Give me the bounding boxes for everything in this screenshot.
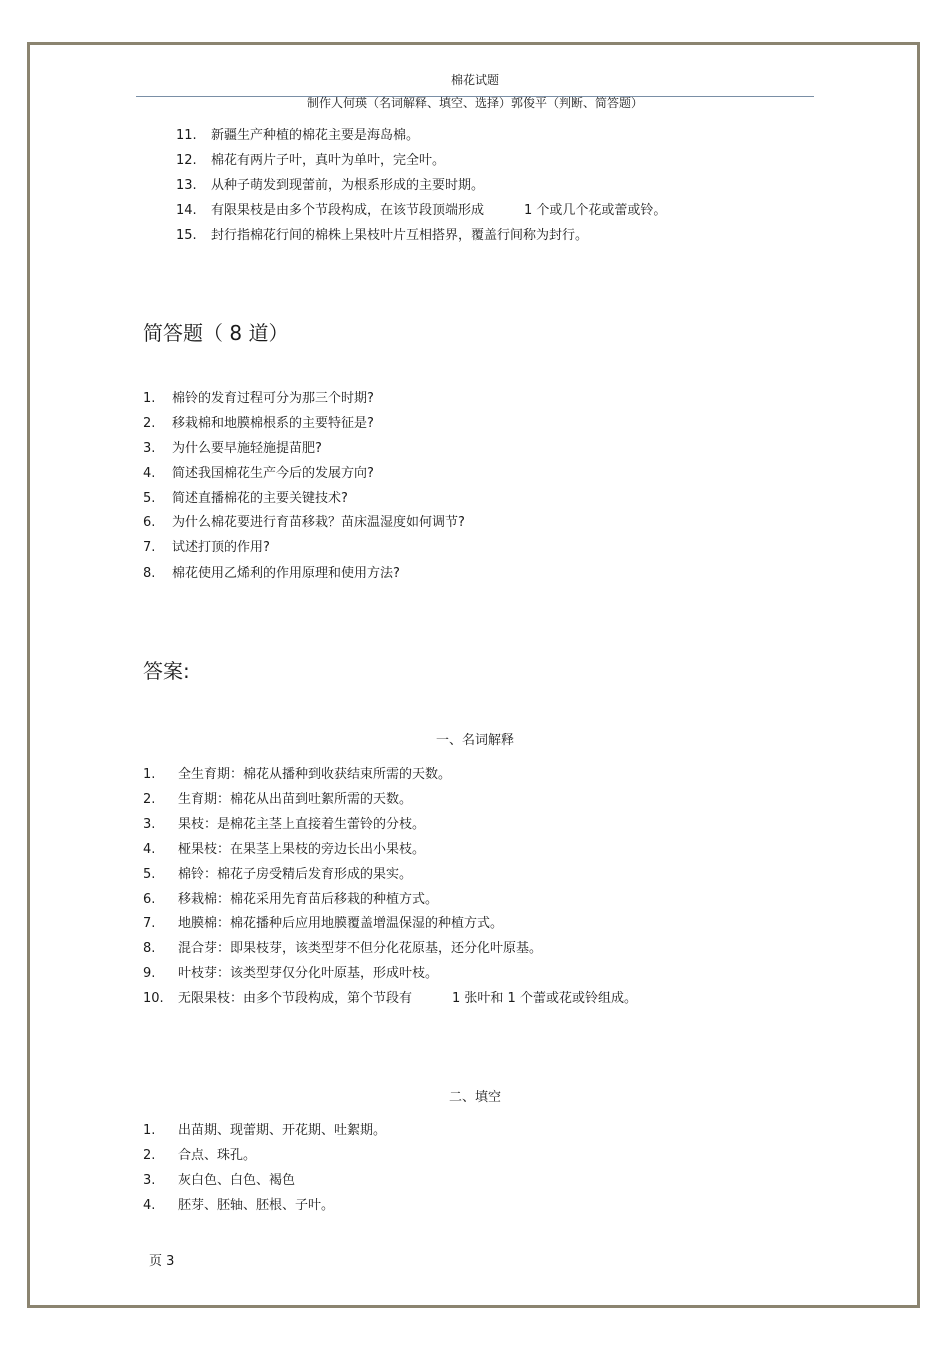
item-text: 试述打顶的作用? (172, 540, 270, 555)
item-text: 封行指棉花行间的棉株上果枝叶片互相搭界，覆盖行间称为封行。 (211, 228, 589, 243)
item-text: 简述我国棉花生产今后的发展方向? (172, 466, 374, 481)
item-text: 为什么棉花要进行育苗移栽？苗床温湿度如何调节? (172, 515, 465, 530)
item-text: 有限果枝是由多个节段构成，在该节段顶端形成 (211, 203, 485, 218)
item-text: 为什么要早施轻施提苗肥? (172, 441, 322, 456)
list-item (143, 440, 322, 458)
list-item (143, 891, 438, 909)
item-text-continued: 1 张叶和 1 个蕾或花或铃组成。 (452, 991, 637, 1006)
item-number: 15. (176, 228, 197, 243)
item-text: 叶枝芽：该类型芽仅分化叶原基，形成叶枝。 (178, 966, 439, 981)
item-number: 3. (143, 817, 156, 832)
item-number: 12. (176, 153, 197, 168)
list-item (176, 227, 588, 245)
item-text: 全生育期：棉花从播种到收获结束所需的天数。 (178, 767, 452, 782)
list-item (143, 1197, 334, 1215)
item-text: 棉花有两片子叶，真叶为单叶，完全叶。 (211, 153, 446, 168)
list-item (176, 127, 419, 145)
list-item (143, 841, 425, 859)
item-number: 3. (143, 441, 156, 456)
list-item (143, 791, 412, 809)
header-title: 棉花试题 (450, 73, 499, 87)
item-number: 2. (143, 1148, 156, 1163)
item-text: 出苗期、现蕾期、开花期、吐絮期。 (178, 1123, 387, 1138)
list-item (143, 465, 374, 483)
item-text: 混合芽：即果枝芽，该类型芽不但分化花原基，还分化叶原基。 (178, 941, 543, 956)
item-number: 5. (143, 491, 156, 506)
item-number: 7. (143, 916, 156, 931)
subsection-heading-definitions: 一、名词解释 (435, 733, 514, 748)
list-item (143, 866, 412, 884)
item-number: 8. (143, 566, 156, 581)
list-item (143, 415, 374, 433)
list-item (143, 965, 438, 983)
list-item (143, 1147, 256, 1165)
section-heading-answers: 答案: (143, 659, 190, 683)
item-number: 1. (143, 391, 156, 406)
item-text: 移栽棉：棉花采用先育苗后移栽的种植方式。 (178, 892, 439, 907)
item-text: 灰白色、白色、褐色 (178, 1173, 296, 1188)
item-number: 5. (143, 867, 156, 882)
list-item (143, 816, 425, 834)
item-text: 移栽棉和地膜棉根系的主要特征是? (172, 416, 374, 431)
list-item (143, 915, 503, 933)
item-number: 11. (176, 128, 197, 143)
list-item (143, 539, 270, 557)
item-text: 棉铃的发育过程可分为那三个时期? (172, 391, 374, 406)
item-text: 桠果枝：在果茎上果枝的旁边长出小果枝。 (178, 842, 426, 857)
item-text: 新疆生产种植的棉花主要是海岛棉。 (211, 128, 420, 143)
item-number: 1. (143, 1123, 156, 1138)
item-text: 从种子萌发到现蕾前，为根系形成的主要时期。 (211, 178, 485, 193)
list-item (143, 766, 451, 784)
item-number: 2. (143, 792, 156, 807)
header-subtitle: 制作人何瑛（名词解释、填空、选择）郭俊平（判断、简答题） (306, 96, 643, 110)
item-number: 3. (143, 1173, 156, 1188)
item-number: 9. (143, 966, 156, 981)
item-number: 4. (143, 466, 156, 481)
item-text: 棉铃：棉花子房受精后发育形成的果实。 (178, 867, 413, 882)
item-text: 合点、珠孔。 (178, 1148, 257, 1163)
list-item (143, 1122, 386, 1140)
item-text: 胚芽、胚轴、胚根、子叶。 (178, 1198, 335, 1213)
list-item (176, 152, 445, 170)
list-item (143, 565, 400, 583)
item-number: 4. (143, 1198, 156, 1213)
item-text: 果枝：是棉花主茎上直接着生蕾铃的分枝。 (178, 817, 426, 832)
item-number: 8. (143, 941, 156, 956)
item-number: 1. (143, 767, 156, 782)
item-number: 2. (143, 416, 156, 431)
list-item (143, 390, 374, 408)
list-item (176, 177, 484, 195)
item-text: 无限果枝：由多个节段构成，第个节段有 (178, 991, 413, 1006)
item-text-continued: 1 个或几个花或蕾或铃。 (524, 203, 667, 218)
list-item (143, 940, 542, 958)
item-number: 7. (143, 540, 156, 555)
item-text: 生育期：棉花从出苗到吐絮所需的天数。 (178, 792, 413, 807)
item-number: 13. (176, 178, 197, 193)
item-number: 6. (143, 892, 156, 907)
subsection-heading-fill-blank: 二、填空 (448, 1090, 501, 1105)
item-text: 地膜棉：棉花播种后应用地膜覆盖增温保湿的种植方式。 (178, 916, 504, 931)
item-number: 14. (176, 203, 197, 218)
item-text: 简述直播棉花的主要关键技术? (172, 491, 348, 506)
list-item (143, 1172, 295, 1190)
item-number: 4. (143, 842, 156, 857)
list-item (143, 990, 637, 1008)
item-number: 10. (143, 991, 164, 1006)
list-item (176, 202, 666, 220)
list-item (143, 490, 348, 508)
section-heading-short-answer: 简答题（ 8 道） (143, 321, 289, 345)
list-item (143, 514, 465, 532)
item-number: 6. (143, 515, 156, 530)
item-text: 棉花使用乙烯利的作用原理和使用方法? (172, 566, 400, 581)
page-number: 页 3 (149, 1254, 175, 1269)
